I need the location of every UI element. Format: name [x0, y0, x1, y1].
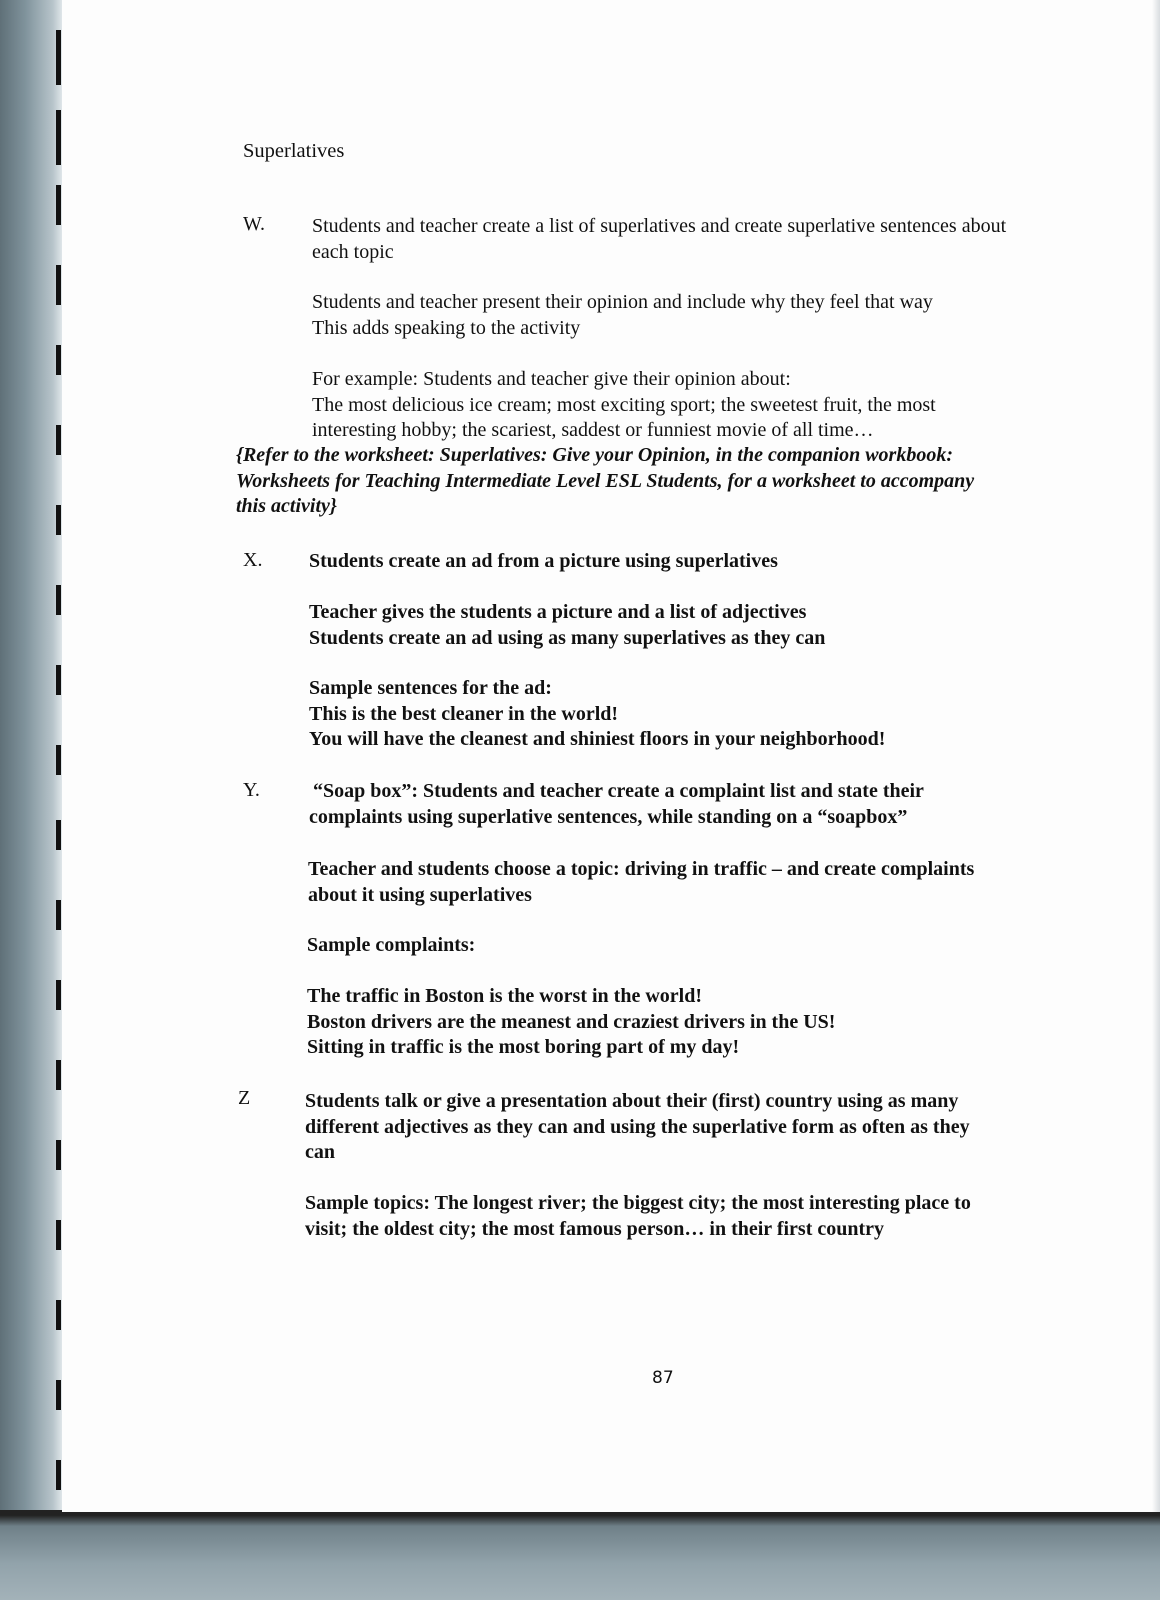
page-heading: Superlatives — [243, 140, 345, 162]
section-x-para2 — [309, 676, 885, 753]
text-line: Worksheets for Teaching Intermediate Level ESL Students, for a worksheet to accompany — [236, 469, 975, 492]
text-line: Sitting in traffic is the most boring part of my day! — [307, 1036, 740, 1058]
text-line: “Soap box”: Students and teacher create a complaint list and state their — [313, 780, 924, 802]
section-z-para1 — [305, 1191, 971, 1242]
binder-mark — [56, 1060, 61, 1090]
binder-mark — [56, 110, 61, 165]
binder-mark — [56, 30, 61, 85]
binder-mark — [56, 345, 61, 375]
text-line: This is the best cleaner in the world! — [309, 702, 619, 725]
section-w-para2 — [312, 290, 933, 341]
binder-mark — [56, 1300, 61, 1330]
section-label-y: Y. — [243, 779, 260, 801]
text-line: Boston drivers are the meanest and craziest drivers in the US! — [307, 1010, 836, 1033]
text-line: Students and teacher create a list of superlatives and create superlative sentences about — [312, 215, 1007, 237]
scanner-edge-bottom — [0, 1510, 1160, 1600]
binder-mark — [56, 745, 61, 775]
binder-mark — [56, 1380, 61, 1410]
text-line: The traffic in Boston is the worst in the world! — [307, 985, 702, 1007]
binder-mark — [56, 665, 61, 695]
worksheet-reference-note — [236, 443, 974, 520]
scanner-edge-left — [0, 0, 62, 1600]
binder-mark — [56, 1140, 61, 1170]
text-line: different adjectives as they can and using the superlative form as often as they — [305, 1115, 970, 1138]
binder-mark — [56, 185, 61, 225]
text-line: You will have the cleanest and shiniest floors in your neighborhood! — [309, 728, 886, 750]
text-line: this activity} — [236, 495, 337, 517]
text-line: Sample complaints: — [307, 934, 476, 956]
section-x-para1 — [309, 600, 825, 651]
text-line: For example: Students and teacher give their opinion about: — [312, 368, 791, 390]
section-y-para3 — [307, 984, 835, 1061]
text-line: visit; the oldest city; the most famous person… in their first country — [305, 1217, 885, 1240]
text-line: Sample topics: The longest river; the biggest city; the most interesting place to — [305, 1192, 971, 1214]
binder-mark — [56, 820, 61, 850]
text-line: Teacher gives the students a picture and a list of adjectives — [309, 601, 807, 623]
page-shadow — [1152, 0, 1160, 1512]
text-line: interesting hobby; the scariest, saddest or funniest movie of all time… — [312, 419, 874, 441]
text-line: Students talk or give a presentation about their (first) country using as many — [305, 1090, 959, 1112]
text-line: Students and teacher present their opinion and include why they feel that way — [312, 291, 933, 313]
section-w-para3 — [312, 367, 936, 444]
text-line: complaints using superlative sentences, while standing on a “soapbox” — [309, 805, 908, 828]
text-line: The most delicious ice cream; most exciting sport; the sweetest fruit, the most — [312, 393, 936, 416]
text-line: can — [305, 1141, 335, 1163]
binder-mark — [56, 1460, 61, 1490]
page-number: 87 — [652, 1368, 674, 1388]
section-label-w: W. — [243, 213, 266, 235]
binder-mark — [56, 425, 61, 455]
section-w-para1 — [312, 214, 1006, 265]
text-line: Students create an ad using as many superlatives as they can — [309, 626, 826, 649]
text-line: This adds speaking to the activity — [312, 316, 581, 339]
binder-mark — [56, 1220, 61, 1250]
binder-mark — [56, 505, 61, 535]
text-line: Teacher and students choose a topic: driving in traffic – and create complaints — [308, 858, 975, 880]
section-label-z: Z — [238, 1087, 251, 1109]
text-line: about it using superlatives — [308, 883, 532, 906]
text-line: {Refer to the worksheet: Superlatives: Give your Opinion, in the companion workbook: — [236, 444, 953, 466]
binder-mark — [56, 980, 61, 1010]
binder-mark — [56, 585, 61, 615]
binder-mark — [56, 900, 61, 930]
section-y-para2 — [307, 933, 475, 959]
binder-mark — [56, 265, 61, 305]
text-line: Sample sentences for the ad: — [309, 677, 552, 699]
section-x-title — [309, 549, 778, 575]
section-y-title — [309, 779, 924, 830]
section-label-x: X. — [243, 549, 263, 571]
section-z-title — [305, 1089, 970, 1166]
text-line: Students create an ad from a picture using superlatives — [309, 550, 778, 572]
text-line: each topic — [312, 240, 394, 263]
section-y-para1 — [308, 857, 974, 908]
